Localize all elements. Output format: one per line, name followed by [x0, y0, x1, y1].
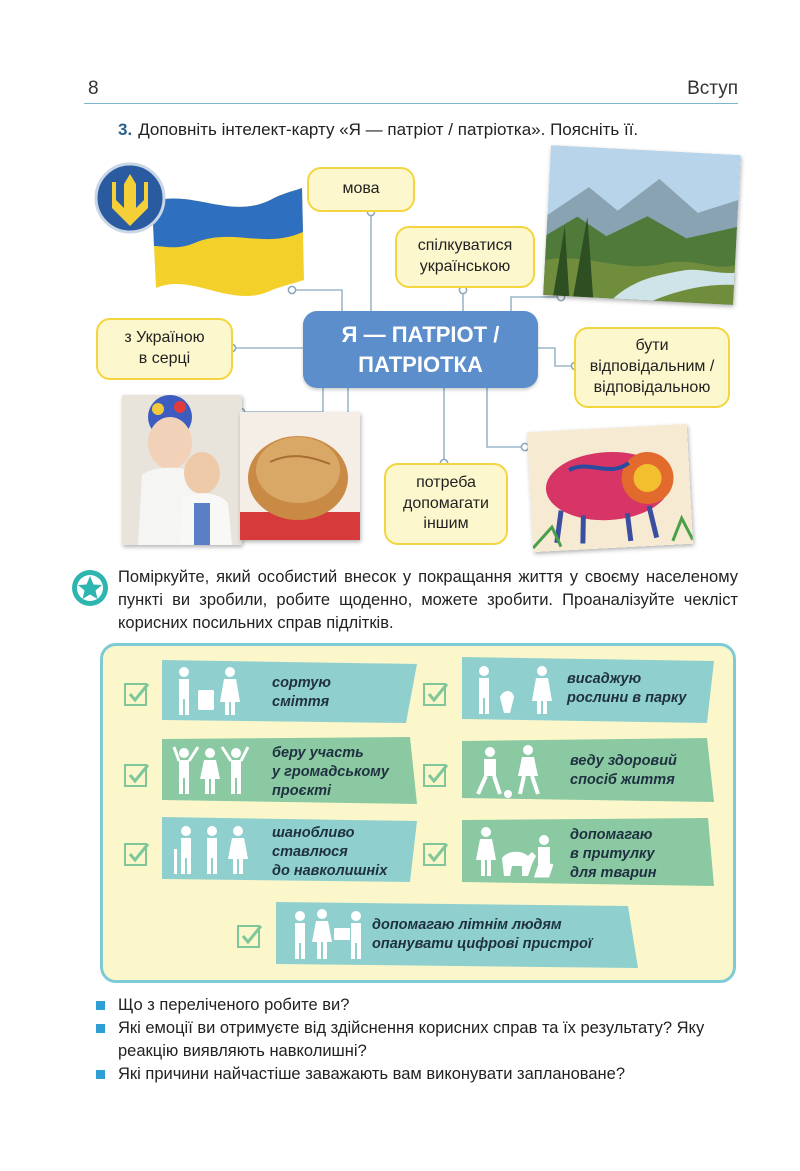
node-help-line1: потреба [416, 473, 476, 491]
checklist-item-plant-trees [462, 657, 714, 723]
children-photo [122, 395, 242, 545]
node-heart-line2: в серці [138, 350, 191, 367]
node-speak-line1: спілкуватися [417, 237, 513, 255]
item-text: висаджую рослини в парку [567, 671, 687, 706]
task-text: Доповніть інтелект-карту «Я — патріот / патріотка». Поясніть її. [138, 120, 639, 139]
intro-paragraph: Поміркуйте, який особистий внесок у покращання життя у своєму населеному пункті ви зробили, робите щоденно, можете зробити. Проаналізуйте чекліст корисних посильних справ підлітків. [118, 568, 738, 633]
node-help-line2: допомагати [403, 494, 489, 512]
node-language [307, 167, 415, 212]
node-heart-line1: з Україною [124, 329, 205, 347]
page-number: 8 [88, 78, 99, 99]
node-language-text: мова [342, 180, 380, 198]
center-line1: Я — ПАТРІОТ / [341, 321, 500, 347]
item-text: сортую сміття [272, 675, 331, 710]
item-text: беру участь у громадському проєкті [272, 745, 389, 799]
question-2-line1: Які емоції ви отримуєте від здійснення корисних справ та їх результату? Яку [118, 1019, 705, 1037]
landscape-photo [543, 145, 741, 305]
folk-art-image [527, 424, 693, 552]
item-text: веду здоровий спосіб життя [570, 753, 677, 788]
checkbox-icon [124, 681, 150, 707]
checkbox-icon [423, 681, 449, 707]
question-2-line2: реакцію виявляють навколишні? [118, 1042, 367, 1060]
ukraine-flag-image [92, 160, 307, 310]
bullet-icon [96, 1070, 105, 1079]
task-number: 3. [118, 120, 133, 139]
node-help-line3: іншим [423, 515, 469, 533]
node-speak-line2: українською [419, 258, 511, 275]
checklist-item-animal-shelter [462, 818, 714, 886]
node-resp-line2: відповідальним / [589, 358, 715, 376]
node-responsible [574, 327, 730, 408]
checkbox-icon [237, 923, 263, 949]
node-help-others [384, 463, 508, 545]
node-ukraine-heart [96, 318, 233, 380]
center-line2: ПАТРІОТКА [358, 351, 483, 377]
bullet-icon [96, 1024, 105, 1033]
node-resp-line1: бути [635, 337, 669, 355]
bullet-icon [96, 1001, 105, 1010]
checklist-item-respect [162, 817, 417, 882]
item-text: допомагаю в притулку для тварин [570, 827, 657, 881]
item-text: допомагаю літнім людям опанувати цифрові пристрої [372, 917, 592, 952]
question-1: Що з переліченого робите ви? [118, 996, 350, 1014]
section-title: Вступ [687, 78, 738, 99]
checkbox-icon [423, 762, 449, 788]
checklist-item-elderly-digital [276, 902, 638, 968]
star-icon [70, 568, 110, 608]
checkbox-icon [124, 762, 150, 788]
checklist-item-community-project [162, 737, 417, 804]
item-text: шанобливо ставлюся до навколишніх [272, 825, 388, 879]
question-3: Які причини найчастіше заважають вам виконувати заплановане? [118, 1065, 626, 1083]
node-resp-line3: відповідальною [593, 378, 711, 396]
checklist-item-healthy-lifestyle [462, 738, 714, 802]
mindmap-center [303, 311, 538, 388]
checkbox-icon [423, 841, 449, 867]
bread-photo [240, 412, 360, 540]
checklist-item-sort-garbage [162, 660, 417, 723]
checkbox-icon [124, 841, 150, 867]
node-speak-ukrainian [395, 226, 535, 288]
